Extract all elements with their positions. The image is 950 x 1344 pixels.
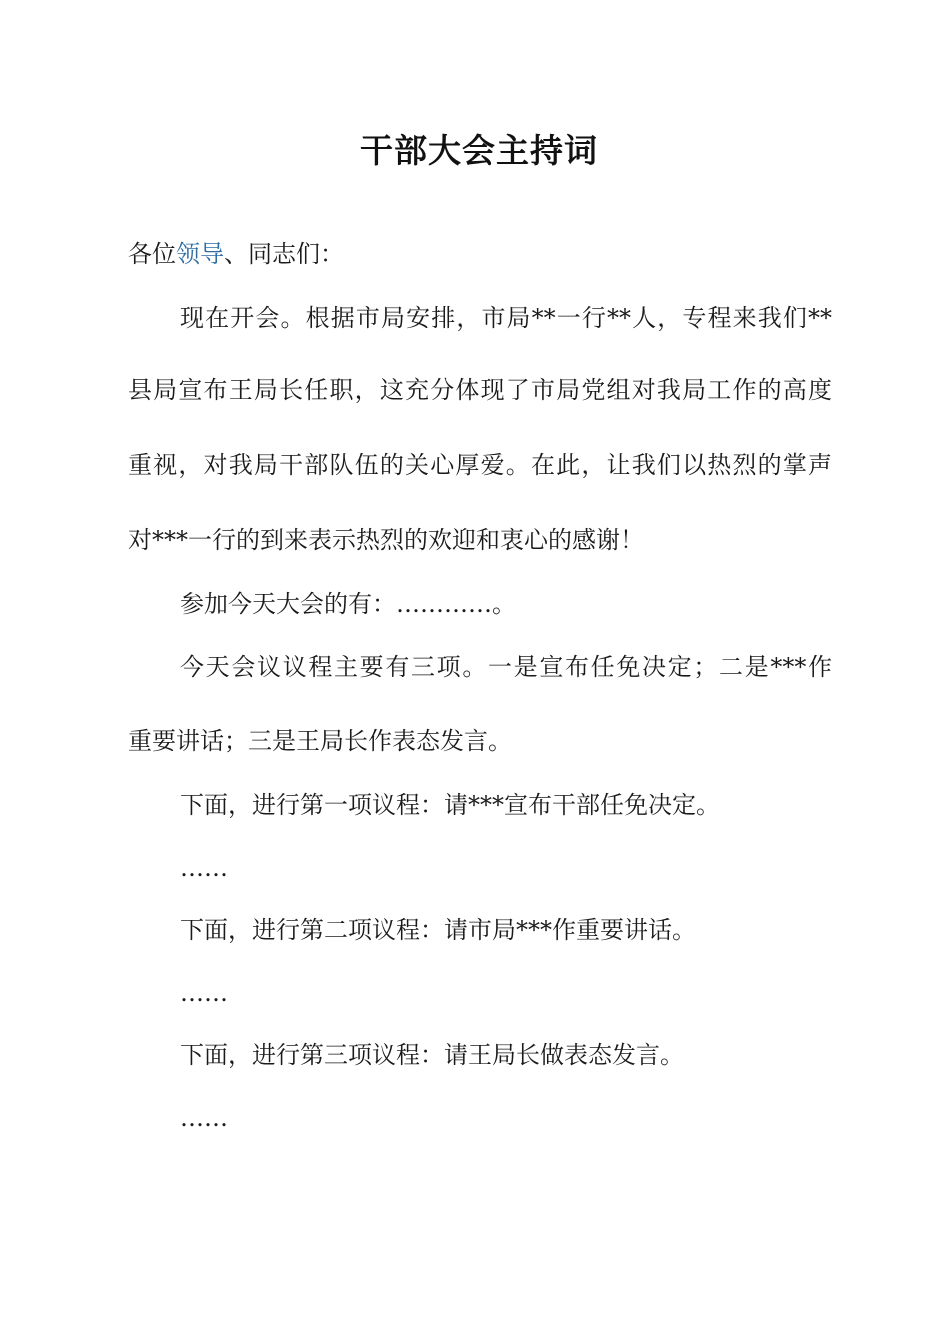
paragraph-line: 重视，对我局干部队伍的关心厚爱。在此，让我们以热烈的掌声 (128, 451, 832, 479)
salutation-link-leaders[interactable]: 领导 (176, 240, 224, 268)
ellipsis: …… (180, 854, 228, 882)
paragraph-line: 县局宣布王局长任职，这充分体现了市局党组对我局工作的高度 (128, 376, 832, 404)
paragraph-line: 重要讲话；三是王局长作表态发言。 (128, 727, 512, 755)
agenda-item-1: 下面，进行第一项议程：请***宣布干部任免决定。 (180, 791, 720, 819)
ellipsis: …… (180, 979, 228, 1007)
agenda-item-3: 下面，进行第三项议程：请王局长做表态发言。 (180, 1041, 684, 1069)
agenda-item-2: 下面，进行第二项议程：请市局***作重要讲话。 (180, 916, 696, 944)
paragraph-line: 现在开会。根据市局安排，市局**一行**人，专程来我们** (180, 304, 832, 332)
paragraph-line: 今天会议议程主要有三项。一是宣布任免决定；二是***作 (180, 653, 832, 681)
salutation-suffix: 、同志们： (224, 240, 344, 268)
salutation-prefix: 各位 (128, 240, 176, 268)
salutation (128, 236, 344, 272)
ellipsis: …… (180, 1104, 228, 1132)
paragraph-line: 对***一行的到来表示热烈的欢迎和衷心的感谢！ (128, 526, 644, 554)
paragraph-line: 参加今天大会的有：…………。 (180, 590, 516, 618)
document-title: 干部大会主持词 (360, 131, 598, 170)
